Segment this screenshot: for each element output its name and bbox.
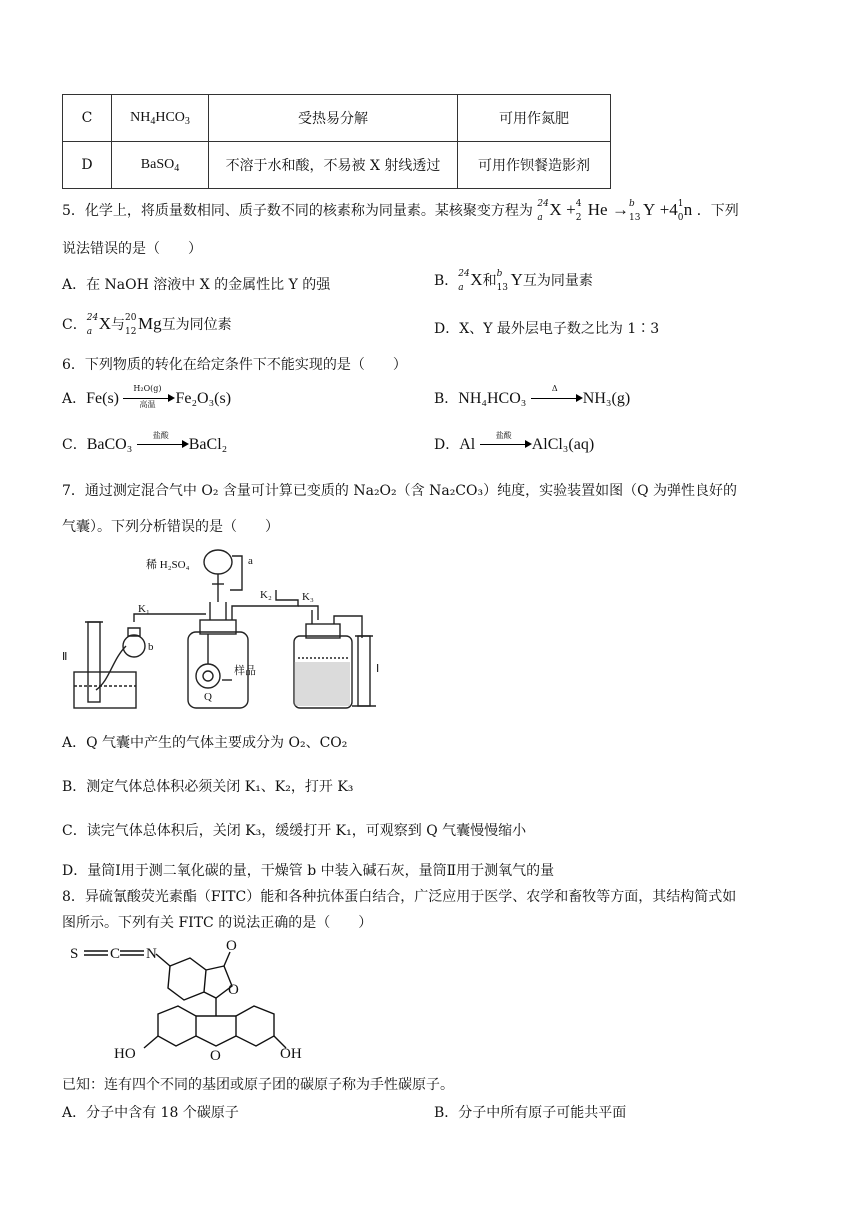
q8-stem-cont: 图所示。下列有关 FITC 的说法正确的是（ ）	[62, 915, 373, 931]
q8-note: 已知：连有四个不同的基团或原子团的碳原子称为手性碳原子。	[62, 1077, 454, 1093]
label-i: Ⅰ	[376, 663, 380, 675]
atom-n: N	[146, 946, 157, 962]
q6-option-c: C．BaCO₃ 盐酸 BaCl₂	[62, 431, 228, 453]
atom-o-carbonyl: O	[226, 938, 237, 954]
reaction-arrow: Δ	[531, 392, 583, 406]
label-q: Q	[204, 691, 212, 703]
property-cell: 受热易分解	[209, 95, 458, 142]
use-cell: 可用作氮肥	[458, 95, 611, 142]
q5-option-a: A．在 NaOH 溶液中 X 的金属性比 Y 的强	[62, 277, 331, 293]
label-k2: K₂	[260, 589, 272, 601]
q6-option-d: D．Al 盐酸 AlCl₃(aq)	[434, 431, 595, 453]
q7-stem-cont: 气囊）。下列分析错误的是（ ）	[62, 519, 279, 535]
label-a: a	[248, 555, 253, 567]
fitc-structure	[66, 936, 316, 1066]
table-row	[63, 142, 611, 189]
label-ii: Ⅱ	[62, 651, 68, 663]
property-table	[62, 94, 611, 189]
atom-o-ring: O	[228, 982, 239, 998]
label-sample: 样品	[234, 665, 256, 677]
table-row	[63, 95, 611, 142]
reaction-arrow: H₂O(g) 高温	[123, 392, 175, 406]
formula-cell: $NH_4HCO_3$	[112, 95, 209, 142]
q6-option-a: A．Fe(s) H₂O(g) 高温 Fe₂O₃(s)	[62, 384, 232, 409]
atom-c: C	[110, 946, 121, 962]
reaction-arrow: 盐酸	[137, 438, 189, 452]
q8-stem: 8．异硫氰酸荧光素酯（FITC）能和各种抗体蛋白结合，广泛应用于医学、农学和畜牧等方面，其结构简式如	[62, 889, 737, 905]
q5-option-c: C． 24 a X与 20 12 Mg互为同位素	[62, 313, 232, 337]
row-letter: D	[63, 142, 112, 189]
q5-option-d: D．X、Y 最外层电子数之比为 1∶3	[434, 321, 660, 337]
formula-cell: BaSO$_4$	[112, 142, 209, 189]
property-cell: 不溶于水和酸，不易被 X 射线透过	[209, 142, 458, 189]
group-oh: OH	[280, 1046, 302, 1062]
group-ho: HO	[114, 1046, 136, 1062]
label-b: b	[148, 641, 154, 653]
label-k3: K₃	[302, 591, 314, 603]
label-acid: 稀 H₂SO₄	[146, 559, 190, 571]
q5-option-b: B． 24 a X和 b 13 Y互为同量素	[434, 269, 593, 293]
q7-option-c: C．读完气体总体积后，关闭 K₃，缓缓打开 K₁，可观察到 Q 气囊慢慢缩小	[62, 823, 527, 839]
q7-stem: 7．通过测定混合气中 O₂ 含量可计算已变质的 Na₂O₂（含 Na₂CO₃）纯度，实验装置如图（Q 为弹性良好的	[62, 483, 738, 499]
reaction-arrow: 盐酸	[480, 438, 532, 452]
q7-option-d: D．量筒Ⅰ用于测二氧化碳的量，干燥管 b 中装入碱石灰，量筒Ⅱ用于测氧气的量	[62, 863, 555, 879]
q5-stem-cont: 说法错误的是（ ）	[62, 241, 202, 257]
q6-option-b: B．NH₄HCO₃ Δ NH₃(g)	[434, 384, 631, 407]
q8-option-b: B．分子中所有原子可能共平面	[434, 1105, 627, 1121]
q6-stem: 6．下列物质的转化在给定条件下不能实现的是（ ）	[62, 357, 407, 373]
q7-option-a: A．Q 气囊中产生的气体主要成分为 O₂、CO₂	[62, 735, 348, 751]
label-k1: K₁	[138, 603, 150, 615]
row-letter: C	[63, 95, 112, 142]
q8-option-a: A．分子中含有 18 个碳原子	[62, 1105, 239, 1121]
use-cell: 可用作钡餐造影剂	[458, 142, 611, 189]
apparatus-diagram	[62, 540, 392, 718]
q5-stem: 5．化学上，将质量数相同、质子数不同的核素称为同量素。某核聚变方程为 24 a X + 4 2 He → b 13 Y +4 1 0 n ．下列	[62, 199, 739, 223]
q7-option-b: B．测定气体总体积必须关闭 K₁、K₂，打开 K₃	[62, 779, 354, 795]
atom-o-xanthene: O	[210, 1048, 221, 1064]
atom-s: S	[70, 946, 79, 962]
